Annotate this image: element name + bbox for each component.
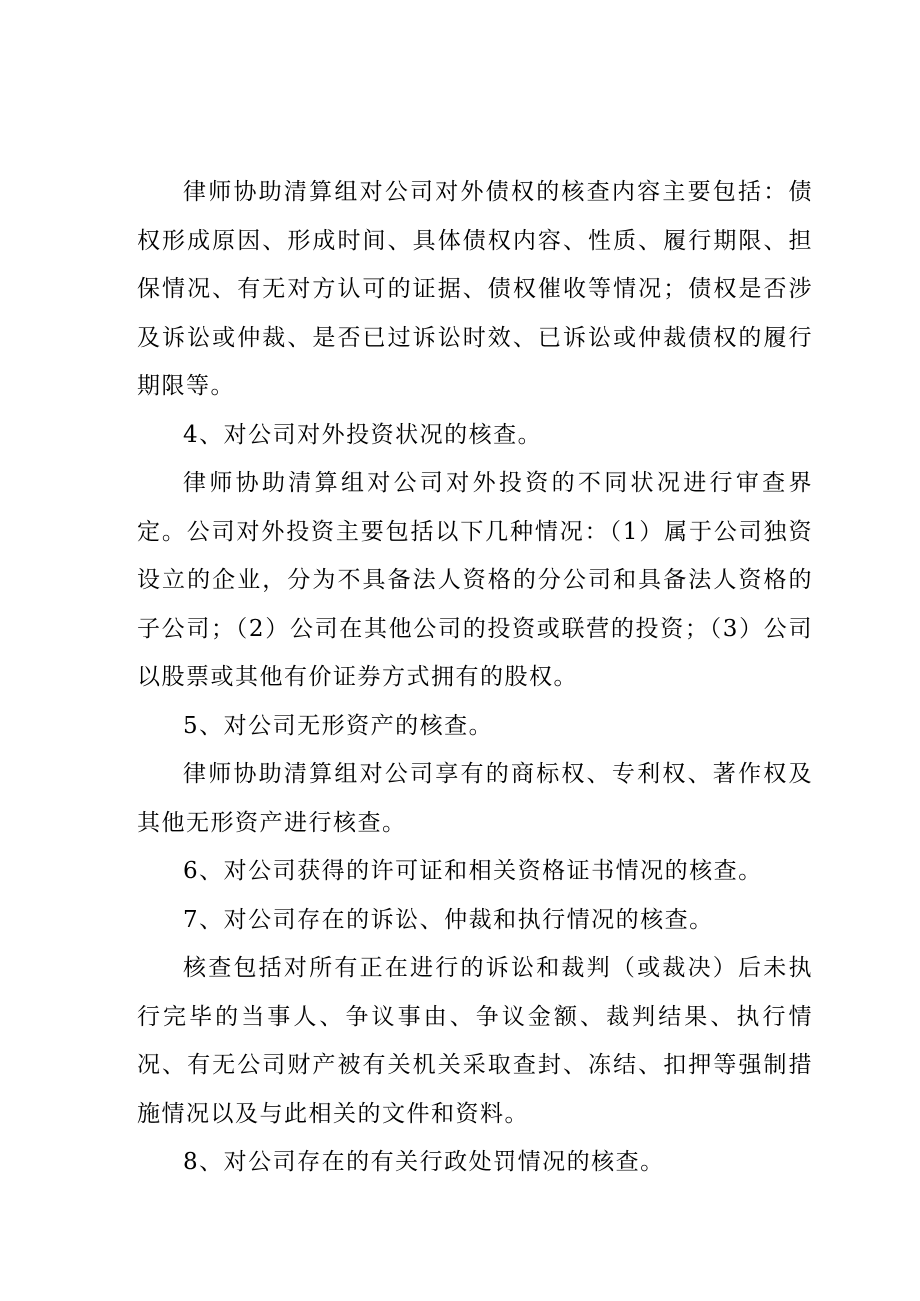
paragraph-litigation: 核查包括对所有正在进行的诉讼和裁判（或裁决）后未执行完毕的当事人、争议事由、争议金额、裁判结果、执行情况、有无公司财产被有关机关采取查封、冻结、扣押等强制措施情况以及与此相关的文件和资料。 (137, 955, 813, 1127)
heading-licenses: 6、对公司获得的许可证和相关资格证书情况的核查。 (183, 858, 763, 884)
document-page (137, 168, 813, 1187)
heading-intangible-assets: 5、对公司无形资产的核查。 (183, 712, 494, 739)
paragraph-intangible-assets: 律师协助清算组对公司享有的商标权、专利权、著作权及其他无形资产进行核查。 (137, 761, 813, 836)
paragraph-investment-review: 律师协助清算组对公司对外投资的不同状况进行审查界定。公司对外投资主要包括以下几种情况：（1）属于公司独资设立的企业，分为不具备法人资格的分公司和具备法人资格的子公司；（2）公司在其他公司的投资或联营的投资；（3）公司以股票或其他有价证券方式拥有的股权。 (137, 470, 813, 690)
heading-litigation: 7、对公司存在的诉讼、仲裁和执行情况的核查。 (183, 906, 714, 933)
heading-administrative-penalty: 8、对公司存在的有关行政处罚情况的核查。 (183, 1149, 665, 1175)
paragraph-debt-review: 律师协助清算组对公司对外债权的核查内容主要包括：债权形成原因、形成时间、具体债权内容、性质、履行期限、担保情况、有无对方认可的证据、债权催收等情况；债权是否涉及诉讼或仲裁、是否已过诉讼时效、已诉讼或仲裁债权的履行期限等。 (137, 179, 813, 399)
heading-investment-review: 4、对公司对外投资状况的核查。 (183, 421, 543, 448)
